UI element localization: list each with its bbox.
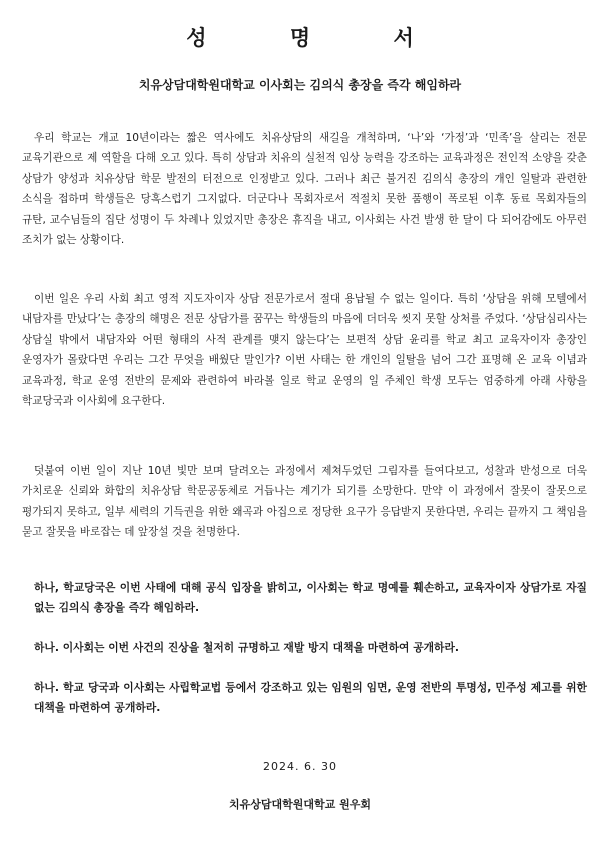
document-subtitle: 치유상담대학원대학교 이사회는 김의식 총장을 즉각 해임하라 — [138, 78, 462, 92]
document-title: 성 명 서 — [186, 25, 452, 50]
body-paragraph-3 — [22, 461, 587, 543]
demand-item-1: 하나, 학교당국은 이번 사태에 대해 공식 입장을 밝히고, 이사회는 학교 명예를 훼손하고, 교육자이자 상담가로 자질 없는 김의식 총장을 즉각 해임하라. — [34, 581, 587, 615]
body-paragraph-2 — [22, 289, 587, 411]
body-paragraph-2-text: 이번 일은 우리 사회 최고 영적 지도자이자 상담 전문가로서 절대 용납될 수 없는 일이다. 특히 ‘상담을 위해 모텔에서 내담자를 만났다’는 총장의 해명은 전문 상담가를 꿈꾸는 학생들의 마음에 더더욱 씻지 못할 상처를 주었다. ‘상담심리사는 상담실 밖에서 내담자와 어떤 형태의 사적 관계를 맺지 않는다’는 보편적 상담 윤리를 학교 최고 교육자이자 총장인 운영자가 몰랐다면 우리는 그간 무엇을 배웠단 말인가? 이번 사태는 한 개인의 일탈을 넘어 그간 표명해 온 교육 이념과 교육과정, 학교 운영 전반의 문제와 관련하여 바라볼 일로 학교 운영의 일 주체인 학생 모두는 엄중하게 아래 사항을 학교당국과 이사회에 요구한다. — [22, 293, 587, 408]
document-date: 2024. 6. 30 — [263, 760, 337, 773]
demand-item-3: 하나. 학교 당국과 이사회는 사립학교법 등에서 강조하고 있는 임원의 임면, 운영 전반의 투명성, 민주성 제고를 위한 대책을 마련하여 공개하라. — [34, 681, 587, 715]
body-paragraph-1 — [22, 128, 587, 250]
body-paragraph-1-text: 우리 학교는 개교 10년이라는 짧은 역사에도 치유상담의 새길을 개척하며, ‘나’와 ‘가정’과 ‘민족’을 살리는 전문 교육기관으로 제 역할을 다해 오고 있다. 특히 상담과 치유의 실천적 임상 능력을 강조하는 교육과정은 전인적 소양을 갖춘 상담가 양성과 치유상담 학문 발전의 터전으로 인정받고 있다. 그러나 최근 불거진 김의식 총장의 개인 일탈과 관련한 소식을 접하며 학생들은 당혹스럽기 그지없다. 더군다나 목회자로서 적절치 못한 품행이 폭로된 이후 동료 목회자들의 규탄, 교수님들의 집단 성명이 두 차례나 있었지만 총장은 휴직을 내고, 이사회는 사건 발생 한 달이 다 되어감에도 아무런 조치가 없는 상황이다. — [22, 132, 587, 247]
demand-item-2: 하나. 이사회는 이번 사건의 진상을 철저히 규명하고 재발 방지 대책을 마련하여 공개하라. — [34, 641, 460, 654]
document-signature: 치유상담대학원대학교 원우회 — [229, 798, 371, 811]
body-paragraph-3-text: 덧붙여 이번 일이 지난 10년 빛만 보며 달려오는 과정에서 제쳐두었던 그림자를 들여다보고, 성찰과 반성으로 더욱 가치로운 신뢰와 화합의 치유상담 학문공동체로 거듭나는 계기가 되기를 소망한다. 만약 이 과정에서 잘못이 잘못으로 평가되지 못하고, 일부 세력의 기득권을 위한 왜곡과 아집으로 정당한 요구가 응답받지 못한다면, 우리는 끝까지 그 책임을 묻고 잘못을 바로잡는 데 앞장설 것을 천명한다. — [22, 465, 587, 539]
